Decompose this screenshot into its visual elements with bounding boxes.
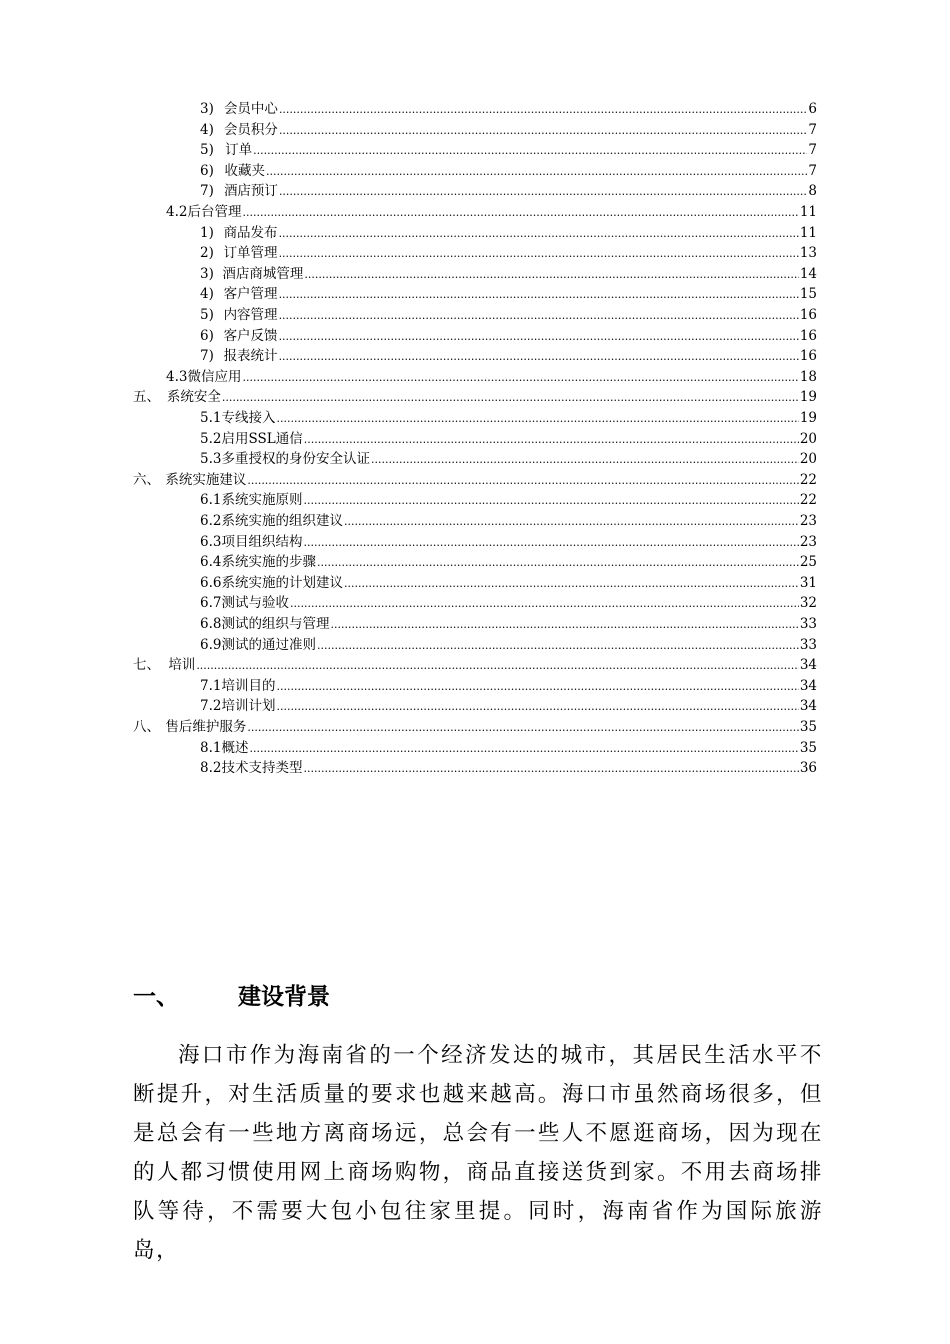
- toc-entry-title: 6.2系统实施的组织建议: [200, 513, 343, 529]
- toc-leader-dots: [303, 533, 798, 553]
- toc-leader-dots: [304, 265, 798, 285]
- section-number: 一、: [133, 984, 179, 1010]
- toc-entry[interactable]: [200, 490, 817, 510]
- toc-entry[interactable]: [200, 449, 817, 469]
- toc-entry[interactable]: [200, 284, 817, 304]
- toc-leader-dots: [196, 656, 799, 676]
- toc-entry[interactable]: [200, 346, 817, 366]
- toc-entry[interactable]: [200, 676, 817, 696]
- toc-leader-dots: [242, 368, 798, 388]
- toc-entry-number: 6): [200, 327, 214, 344]
- toc-entry[interactable]: [166, 367, 817, 387]
- toc-entry-title: 报表统计: [223, 348, 278, 365]
- toc-entry[interactable]: [133, 655, 817, 675]
- toc-entry-title: 6.1系统实施原则: [200, 492, 303, 509]
- toc-entry[interactable]: [166, 202, 817, 222]
- toc-entry[interactable]: [200, 120, 817, 140]
- toc-entry-title: 收藏夹: [224, 162, 266, 179]
- toc-entry[interactable]: [200, 223, 817, 243]
- toc-entry-page: 32: [799, 595, 817, 612]
- toc-leader-dots: [330, 615, 798, 635]
- toc-entry-title: 售后维护服务: [165, 719, 247, 735]
- toc-entry-number: 5): [200, 307, 214, 323]
- toc-entry[interactable]: [200, 99, 817, 119]
- toc-entry-number: 7): [200, 183, 214, 200]
- toc-entry-title: 培训: [168, 657, 196, 674]
- toc-entry[interactable]: [200, 161, 817, 181]
- toc-entry-title: 4.2后台管理: [166, 204, 242, 220]
- toc-entry-page: 19: [799, 389, 817, 406]
- toc-leader-dots: [279, 285, 799, 305]
- toc-entry-title: 7.2培训计划: [200, 698, 276, 715]
- toc-entry-page: 8: [808, 183, 817, 200]
- toc-entry-title: 会员积分: [223, 121, 278, 138]
- toc-entry[interactable]: [200, 429, 817, 449]
- toc-entry-title: 5.1专线接入: [200, 410, 276, 426]
- toc-leader-dots: [279, 182, 807, 202]
- toc-entry-page: 13: [799, 245, 817, 262]
- toc-leader-dots: [317, 636, 799, 656]
- toc-leader-dots: [317, 553, 799, 573]
- toc-entry[interactable]: [133, 717, 817, 737]
- toc-entry-title: 会员中心: [223, 101, 278, 117]
- toc-entry[interactable]: [200, 758, 817, 778]
- toc-entry-page: 16: [799, 327, 817, 344]
- toc-leader-dots: [279, 121, 807, 141]
- toc-entry[interactable]: [200, 264, 817, 284]
- toc-entry-number: 八、: [133, 719, 160, 735]
- toc-entry[interactable]: [200, 696, 817, 716]
- toc-entry-page: 20: [799, 430, 817, 447]
- toc-entry[interactable]: [133, 470, 817, 490]
- section-title: 建设背景: [238, 984, 330, 1010]
- toc-entry-page: 16: [799, 307, 817, 323]
- toc-entry-title: 6.3项目组织结构: [200, 533, 303, 550]
- toc-entry-number: 七、: [133, 657, 160, 674]
- toc-entry[interactable]: [200, 552, 817, 572]
- toc-entry-page: 34: [799, 657, 817, 674]
- toc-entry-number: 五、: [133, 389, 160, 406]
- toc-entry-page: 35: [799, 719, 817, 735]
- toc-entry[interactable]: [200, 243, 817, 263]
- toc-leader-dots: [279, 347, 799, 367]
- toc-entry-number: 1): [200, 224, 214, 241]
- toc-entry-title: 6.7测试与验收: [200, 595, 289, 612]
- section-body: [133, 1036, 823, 1270]
- toc-leader-dots: [279, 306, 799, 326]
- toc-leader-dots: [276, 697, 798, 717]
- toc-entry[interactable]: [200, 408, 817, 428]
- toc-entry-page: 11: [799, 204, 817, 220]
- toc-entry-title: 客户管理: [223, 286, 278, 303]
- toc-entry[interactable]: [200, 532, 817, 552]
- toc-entry-title: 客户反馈: [223, 327, 278, 344]
- section-heading: [133, 977, 330, 1017]
- toc-entry[interactable]: [200, 593, 817, 613]
- toc-leader-dots: [253, 141, 807, 161]
- toc-leader-dots: [303, 759, 798, 779]
- toc-entry-number: 6): [200, 162, 214, 179]
- toc-leader-dots: [344, 574, 799, 594]
- toc-entry-title: 8.1概述: [200, 739, 249, 756]
- toc-entry-page: 23: [799, 513, 817, 529]
- toc-leader-dots: [247, 718, 798, 738]
- toc-leader-dots: [247, 471, 798, 491]
- toc-entry-number: 2): [200, 245, 214, 262]
- toc-entry-title: 6.9测试的通过准则: [200, 636, 316, 653]
- toc-leader-dots: [279, 327, 799, 347]
- toc-entry-number: 3): [200, 265, 214, 282]
- toc-entry-page: 22: [799, 492, 817, 509]
- toc-entry-title: 酒店预订: [223, 183, 278, 200]
- toc-entry-page: 7: [808, 121, 817, 138]
- toc-entry[interactable]: [200, 573, 817, 593]
- toc-entry-title: 6.8测试的组织与管理: [200, 616, 330, 632]
- toc-entry-page: 16: [799, 348, 817, 365]
- toc-entry-page: 31: [799, 574, 817, 591]
- toc-leader-dots: [222, 388, 799, 408]
- toc-entry-title: 8.2技术支持类型: [200, 760, 303, 777]
- toc-leader-dots: [344, 512, 799, 532]
- toc-entry-title: 酒店商城管理: [222, 265, 304, 282]
- toc-entry-page: 15: [799, 286, 817, 303]
- toc-entry-page: 18: [799, 368, 817, 385]
- toc-entry[interactable]: [200, 181, 817, 201]
- toc-leader-dots: [242, 203, 798, 223]
- toc-entry-number: 5): [200, 142, 214, 159]
- toc-leader-dots: [279, 224, 799, 244]
- toc-leader-dots: [276, 677, 798, 697]
- toc-leader-dots: [279, 244, 799, 264]
- toc-entry-page: 33: [799, 636, 817, 653]
- body-paragraph: 海口市作为海南省的一个经济发达的城市，其居民生活水平不断提升，对生活质量的要求也越来越高。海口市虽然商场很多，但是总会有一些地方离商场远，总会有一些人不愿逛商场，因为现在的人都习惯使用网上商场购物，商品直接送货到家。不用去商场排队等待，不需要大包小包往家里提。同时，海南省作为国际旅游岛，: [133, 1043, 823, 1263]
- toc-leader-dots: [371, 450, 799, 470]
- toc-entry-number: 3): [200, 101, 214, 117]
- toc-entry-page: 25: [799, 554, 817, 571]
- toc-entry-number: 7): [200, 348, 214, 365]
- toc-entry-page: 33: [799, 616, 817, 632]
- toc-entry-page: 22: [799, 471, 817, 488]
- toc-entry-page: 34: [799, 677, 817, 694]
- toc-entry-page: 36: [799, 760, 817, 777]
- toc-leader-dots: [279, 100, 807, 120]
- toc-leader-dots: [266, 162, 807, 182]
- toc-entry-title: 5.3多重授权的身份安全认证: [200, 451, 370, 468]
- toc-entry-page: 19: [799, 410, 817, 426]
- toc-entry[interactable]: [200, 326, 817, 346]
- toc-entry-title: 4.3微信应用: [166, 368, 242, 385]
- toc-entry-page: 7: [808, 162, 817, 179]
- toc-leader-dots: [303, 491, 798, 511]
- toc-entry-title: 5.2启用SSL通信: [200, 430, 303, 447]
- toc-entry-title: 商品发布: [223, 224, 278, 241]
- toc-entry-title: 7.1培训目的: [200, 677, 276, 694]
- toc-entry-page: 7: [808, 142, 817, 159]
- toc-entry-page: 6: [808, 101, 817, 117]
- toc-entry-title: 内容管理: [223, 307, 278, 323]
- toc-entry-number: 4): [200, 121, 214, 138]
- toc-entry[interactable]: [133, 387, 817, 407]
- toc-entry-page: 14: [799, 265, 817, 282]
- toc-entry-title: 6.6系统实施的计划建议: [200, 574, 343, 591]
- toc-entry[interactable]: [200, 738, 817, 758]
- toc-entry-page: 34: [799, 698, 817, 715]
- toc-entry-title: 订单: [225, 142, 253, 159]
- toc-leader-dots: [276, 409, 798, 429]
- toc-leader-dots: [249, 739, 798, 759]
- toc-entry-title: 订单管理: [223, 245, 278, 262]
- toc-leader-dots: [304, 430, 799, 450]
- toc-entry-title: 系统实施建议: [165, 471, 247, 488]
- toc-entry[interactable]: [200, 635, 817, 655]
- toc-entry-title: 系统安全: [166, 389, 221, 406]
- toc-entry-title: 6.4系统实施的步骤: [200, 554, 316, 571]
- toc-entry[interactable]: [200, 614, 817, 634]
- toc-entry[interactable]: [200, 511, 817, 531]
- toc-entry-page: 23: [799, 533, 817, 550]
- toc-entry-number: 六、: [133, 471, 160, 488]
- toc-entry-page: 11: [799, 224, 817, 241]
- toc-entry[interactable]: [200, 140, 817, 160]
- toc-entry-page: 35: [799, 739, 817, 756]
- toc-leader-dots: [290, 594, 799, 614]
- toc-entry[interactable]: [200, 305, 817, 325]
- toc-entry-number: 4): [200, 286, 214, 303]
- toc-entry-page: 20: [799, 451, 817, 468]
